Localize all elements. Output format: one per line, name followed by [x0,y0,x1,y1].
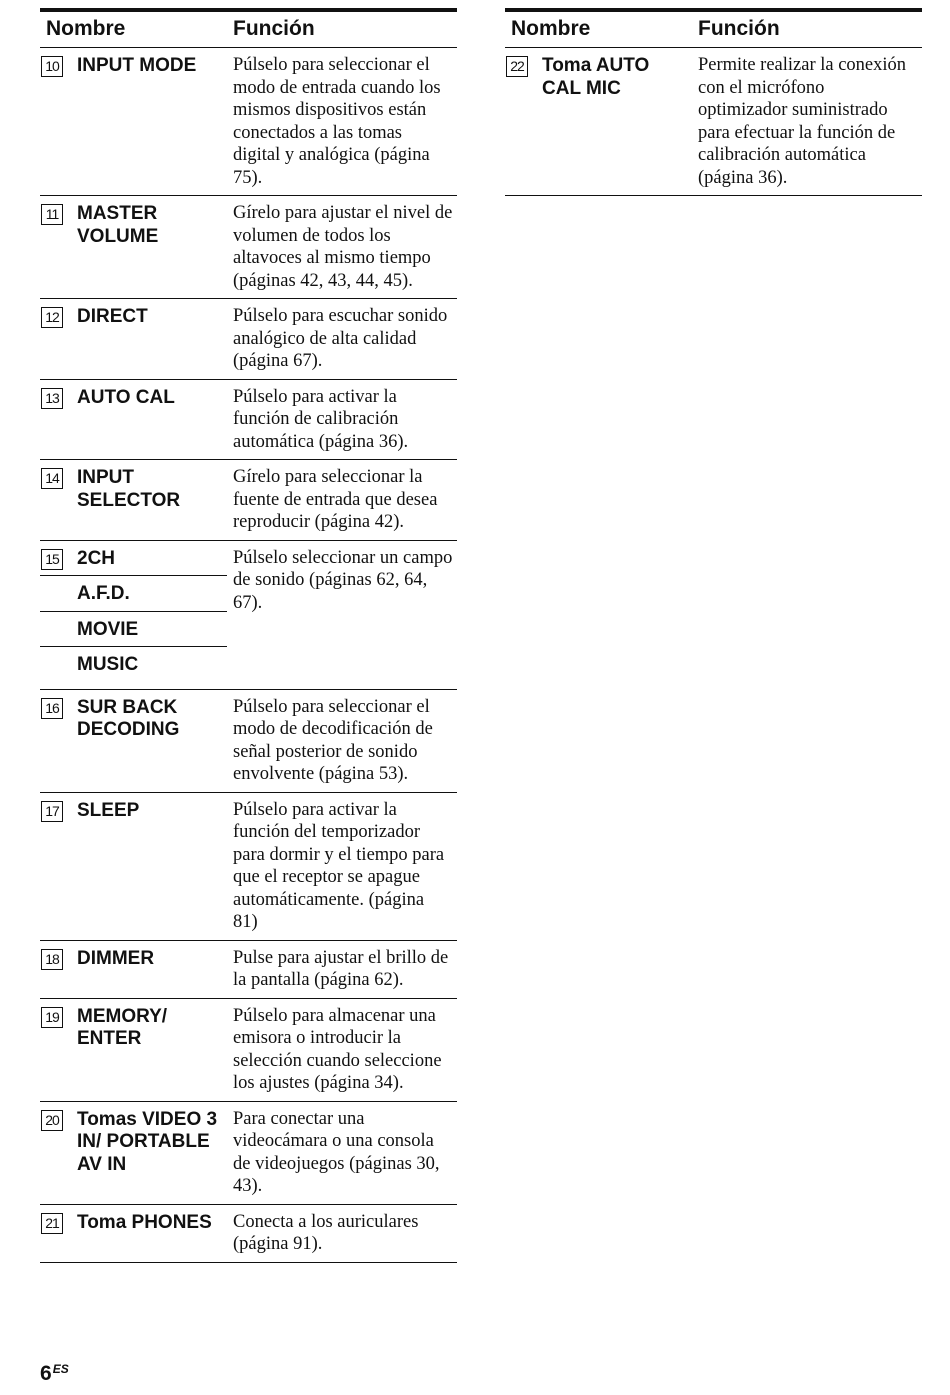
item-name: MEMORY/ ENTER [77,1005,168,1049]
item-name: MOVIE [40,612,227,648]
item-name: Toma AUTO CAL MIC [542,55,650,99]
item-description: Púlselo para seleccionar el modo de entrada cuando los mismos dispositivos están conectados a las tomas digital y analógica (página 75). [227,48,457,196]
function-table-left [40,8,457,1263]
page-number: $6^{ES}$ [40,1362,69,1385]
item-name: DIMMER [77,947,155,969]
table-row-group [40,540,457,689]
table-row [40,998,457,1101]
item-name-cell [40,460,227,541]
table-row [40,1101,457,1204]
item-description: Púlselo para activar la función del temporizador para dormir y el tiempo para que el receptor se apague automáticamente. (página 81) [227,792,457,940]
item-name: MUSIC [77,654,139,675]
table-row [40,1204,457,1262]
left-column [40,8,457,1263]
item-description: Conecta a los auriculares (página 91). [227,1204,457,1262]
item-description: Gírelo para seleccionar la fuente de entrada que desea reproducir (página 42). [227,460,457,541]
item-name-cell [40,540,227,689]
item-name: AUTO CAL [77,386,175,408]
item-name: Tomas VIDEO 3 IN/ PORTABLE AV IN [77,1108,218,1175]
table-row [40,792,457,940]
item-description: Pulse para ajustar el brillo de la pantalla (página 62). [227,940,457,998]
right-column [505,8,922,196]
header-function: Función [227,10,457,48]
item-name: INPUT MODE [77,55,197,76]
item-description: Púlselo para almacenar una emisora o introducir la selección cuando seleccione los ajustes (página 34). [227,998,457,1101]
item-description: Púlselo para escuchar sonido analógico de alta calidad (página 67). [227,299,457,380]
table-row [40,460,457,541]
item-name: SLEEP [77,799,140,821]
item-name-cell [40,998,227,1101]
left-table-body [40,48,457,1263]
item-name-cell [40,1101,227,1204]
item-number: 20 [41,1110,63,1131]
item-name-cell [505,48,692,196]
item-number: 21 [41,1213,63,1234]
table-row [40,299,457,380]
table-row [505,48,922,196]
item-number: 11 [41,204,63,225]
header-name: Nombre [505,10,692,48]
item-name: 15 2CH [40,541,227,577]
table-header [505,10,922,48]
item-description: Púlselo para activar la función de calibración automática (página 36). [227,379,457,460]
item-number: 10 [41,56,63,77]
item-number: 14 [41,468,63,489]
item-name: Toma PHONES [77,1211,212,1233]
function-table-right [505,8,922,196]
table-row [40,379,457,460]
item-description: Gírelo para ajustar el nivel de volumen de todos los altavoces al mismo tiempo (páginas 42, 43, 44, 45). [227,196,457,299]
table-row [40,196,457,299]
item-name-cell [40,689,227,792]
item-number: 18 [41,949,63,970]
item-number: 13 [41,388,63,409]
item-number: 16 [41,698,63,719]
item-name: INPUT SELECTOR [77,467,181,511]
table-header [40,10,457,48]
item-description: Púlselo seleccionar un campo de sonido (páginas 62, 64, 67). [227,540,457,689]
item-name-cell [40,1204,227,1262]
item-name-cell [40,792,227,940]
table-row [40,48,457,196]
item-name-cell [40,299,227,380]
item-name-cell [40,196,227,299]
item-description: Para conectar una videocámara o una consola de videojuegos (páginas 30, 43). [227,1101,457,1204]
item-number: 12 [41,307,63,328]
item-number: 15 [41,549,63,570]
table-row [40,689,457,792]
item-name-cell [40,379,227,460]
item-name: SUR BACK DECODING [77,696,180,740]
item-description: Púlselo para seleccionar el modo de decodificación de señal posterior de sonido envolvente (página 53). [227,689,457,792]
item-name: A.F.D. [40,576,227,612]
table-row [40,940,457,998]
right-table-body [505,48,922,196]
item-name: DIRECT [77,306,148,327]
header-name: Nombre [40,10,227,48]
item-name-cell [40,48,227,196]
item-description: Permite realizar la conexión con el micrófono optimizador suministrado para efectuar la función de calibración automática (página 36). [692,48,922,196]
sound-field-buttons [40,541,227,689]
item-number: 22 [506,56,528,77]
item-number: 17 [41,801,63,822]
language-code: ES [52,1362,69,1376]
item-number: 19 [41,1007,63,1028]
header-function: Función [692,10,922,48]
item-name: MASTER VOLUME [77,203,159,247]
item-name-cell [40,940,227,998]
